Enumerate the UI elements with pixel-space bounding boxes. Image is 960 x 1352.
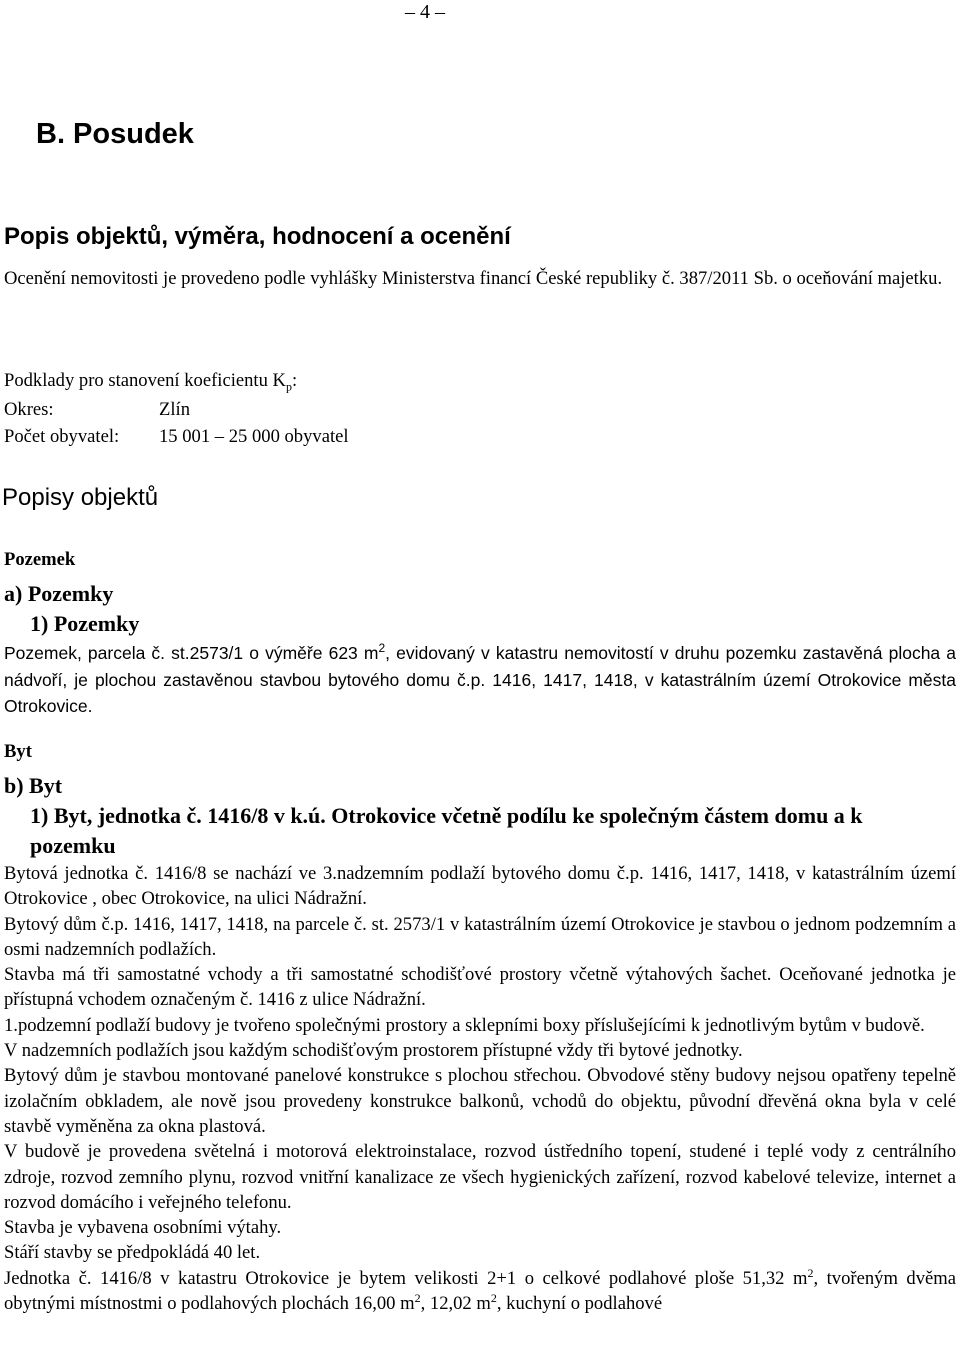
- pozemek-label: Pozemek: [4, 549, 76, 570]
- byt-description: [4, 861, 956, 1316]
- section-b-byt: b) Byt: [4, 773, 63, 798]
- paragraph: V nadzemních podlažích jsou každým schodišťovým prostorem přístupné vždy tři bytové jednotky.: [4, 1040, 743, 1062]
- heading-popisy-objektu: Popisy objektů: [2, 484, 159, 511]
- paragraph: Bytová jednotka č. 1416/8 se nachází ve 3.nadzemním podlaží bytového domu č.p. 1416, 1417, 1418, v katastrálním území Otrokovice , obec Otrokovice, na ulici Nádražní.: [4, 863, 956, 910]
- obyvatel-row: [4, 424, 349, 449]
- heading-popis-objektu: Popis objektů, výměra, hodnocení a ocenění: [4, 223, 511, 250]
- heading-posudek: B. Posudek: [36, 118, 194, 150]
- intro-paragraph: Ocenění nemovitosti je provedeno podle vyhlášky Ministerstva financí České republiky č. 387/2011 Sb. o oceňování majetku.: [4, 268, 943, 289]
- obyvatel-value: 15 001 – 25 000 obyvatel: [159, 426, 349, 447]
- section-1-pozemky: 1) Pozemky: [30, 611, 140, 636]
- page-number: – 4 –: [405, 1, 445, 23]
- kp-heading: Podklady pro stanovení koeficientu $K_p$:: [4, 370, 298, 394]
- paragraph: Bytový dům je stavbou montované panelové konstrukce s plochou střechou. Obvodové stěny budovy nejsou opatřeny tepelně izolačním obkladem, ale nově jsou provedeny konstrukce balkonů, vchodů do objektu, původní dřevěná okna byla v celé stavbě vyměněna za okna plastová.: [4, 1065, 956, 1137]
- obyvatel-label: Počet obyvatel:: [4, 426, 120, 447]
- paragraph-last: Jednotka č. 1416/8 v katastru Otrokovice je bytem velikosti 2+1 o celkové podlahové ploše 51,32 $m^2$, tvořeným dvěma obytnými místnostmi o podlahových plochách 16,00 $m^2$, 12,02 $m^2$, kuchyní o podlahové: [4, 1265, 956, 1315]
- okres-row: [4, 397, 190, 422]
- paragraph: Stavba je vybavena osobními výtahy.: [4, 1217, 282, 1239]
- section-a-pozemky: a) Pozemky: [4, 581, 114, 606]
- paragraph: Bytový dům č.p. 1416, 1417, 1418, na parcele č. st. 2573/1 v katastrálním území Otrokovice je stavbou o jednom podzemním a osmi nadzemních podlažích.: [4, 913, 956, 960]
- paragraph: 1.podzemní podlaží budovy je tvořeno společnými prostory a sklepními boxy příslušejícími k jednotlivým bytům v budově.: [4, 1014, 925, 1036]
- paragraph: Stavba má tři samostatné vchody a tři samostatné schodišťové prostory včetně výtahových šachet. Oceňované jednotka je přístupná vchodem označeným č. 1416 z ulice Nádražní.: [4, 964, 956, 1011]
- okres-label: Okres:: [4, 399, 54, 420]
- paragraph: V budově je provedena světelná i motorová elektroinstalace, rozvod ústředního topení, studené i teplé vody z centrálního zdroje, rozvod zemního plynu, rozvod vnitřní kanalizace ze všech hygienických zařízení, rozvod kabelové televize, internet a rozvod domácího i veřejného telefonu.: [4, 1141, 956, 1213]
- section-1-byt-jednotka: 1) Byt, jednotka č. 1416/8 v k.ú. Otrokovice včetně podílu ke společným částem domu a k pozemku: [30, 803, 863, 858]
- byt-label: Byt: [4, 741, 32, 762]
- paragraph: Stáří stavby se předpokládá 40 let.: [4, 1242, 261, 1264]
- pozemek-description: Pozemek, parcela č. st.2573/1 o výměře 623 $m^2$, evidovaný v katastru nemovitostí v druhu pozemku zastavěná plocha a nádvoří, je plochou zastavěnou stavbou bytového domu č.p. 1416, 1417, 1418, v katastrálním území Otrokovice města Otrokovice.: [4, 641, 956, 716]
- okres-value: Zlín: [159, 399, 190, 420]
